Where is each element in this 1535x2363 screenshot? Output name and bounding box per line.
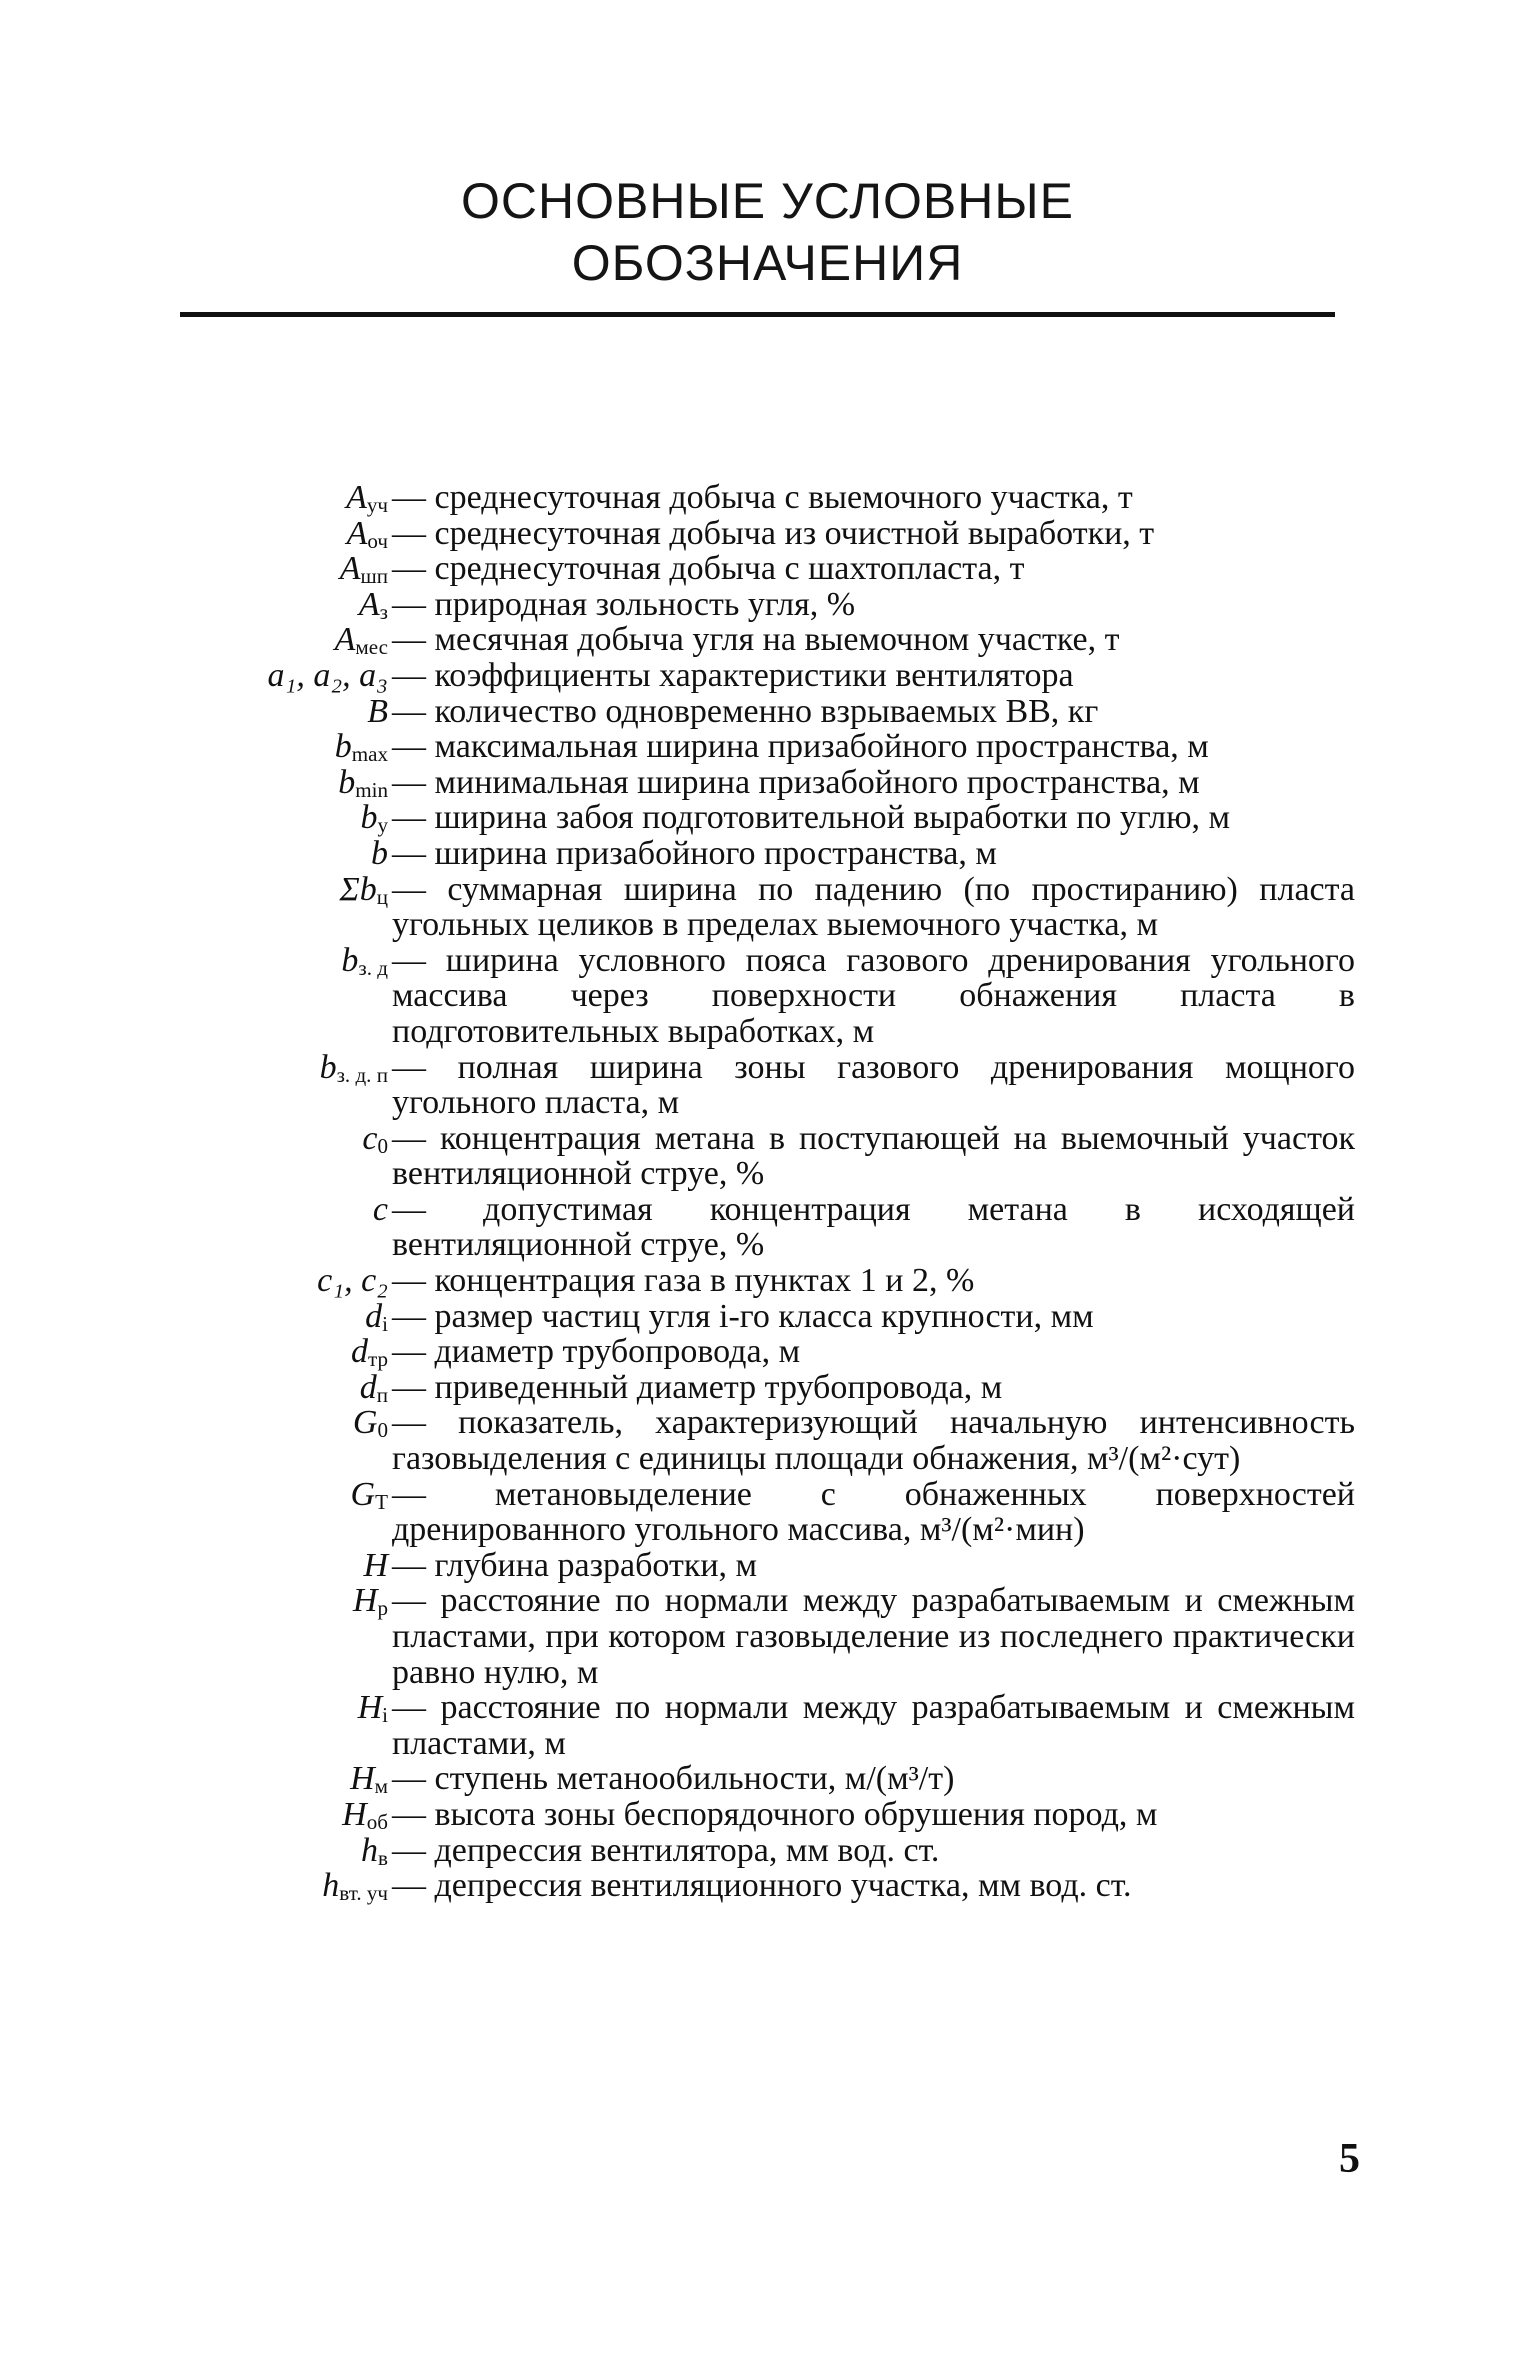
notation-symbol: $d_п$ bbox=[359, 1368, 388, 1408]
notation-symbol: $\Sigma b_ц$ bbox=[339, 870, 388, 909]
notation-definition: — среднесуточная добыча из очистной выработки, т bbox=[392, 514, 1155, 552]
notation-symbol: $b_{з. д}$ bbox=[341, 941, 388, 980]
glossary-entry bbox=[180, 1050, 1355, 1121]
glossary-entry bbox=[180, 1583, 1355, 1690]
notation-symbol: $G_0$ bbox=[352, 1404, 388, 1443]
glossary-entry bbox=[180, 551, 1355, 587]
notation-definition: — ширина условного пояса газового дренирования угольного массива через поверхности обнажения пласта в подготовительных выработках, м bbox=[392, 941, 1355, 1050]
glossary-entry bbox=[180, 1548, 1355, 1584]
page-number: 5 bbox=[1339, 2136, 1360, 2182]
notation-definition: — среднесуточная добыча с шахтопласта, т bbox=[392, 550, 1025, 588]
notation-definition: — месячная добыча угля на выемочном участке, т bbox=[392, 621, 1120, 659]
glossary-entry bbox=[180, 622, 1355, 658]
title-line-1: ОСНОВНЫЕ УСЛОВНЫЕ bbox=[461, 173, 1074, 229]
notation-symbol: a₁, a₂, a₃ bbox=[267, 656, 388, 694]
notation-glossary bbox=[180, 480, 1355, 1904]
notation-symbol: $H_{об}$ bbox=[342, 1795, 388, 1835]
notation-symbol: B bbox=[367, 692, 388, 730]
notation-definition: — среднесуточная добыча с выемочного участка, т bbox=[392, 479, 1133, 516]
notation-definition: — природная зольность угля, % bbox=[392, 585, 856, 623]
notation-symbol: $G_T$ bbox=[350, 1475, 388, 1514]
notation-symbol: H bbox=[363, 1546, 388, 1584]
notation-symbol: $b_у$ bbox=[360, 799, 388, 838]
glossary-entry bbox=[180, 1690, 1355, 1761]
title-line-2: ОБОЗНАЧЕНИЯ bbox=[571, 235, 964, 291]
glossary-entry bbox=[180, 587, 1355, 623]
glossary-entry bbox=[180, 1334, 1355, 1370]
glossary-entry bbox=[180, 1299, 1355, 1335]
notation-symbol: $b_{min}$ bbox=[338, 763, 388, 802]
notation-definition: — расстояние по нормали между разрабатываемым и смежным пластами, при котором газовыделение из последнего практически равно нулю, м bbox=[392, 1582, 1355, 1691]
notation-symbol: $A_{шп}$ bbox=[339, 550, 388, 589]
notation-definition: — концентрация газа в пунктах 1 и 2, % bbox=[392, 1262, 975, 1300]
notation-definition: — ширина призабойного пространства, м bbox=[392, 834, 997, 872]
glossary-entry bbox=[180, 1833, 1355, 1869]
page-title bbox=[0, 170, 1535, 294]
notation-symbol: $A_{уч}$ bbox=[346, 479, 388, 518]
notation-definition: — показатель, характеризующий начальную интенсивность газовыделения с единицы площади обнажения, м³/(м²·сут) bbox=[392, 1404, 1355, 1478]
notation-definition: — высота зоны беспорядочного обрушения пород, м bbox=[392, 1795, 1158, 1833]
notation-symbol: $A_{мес}$ bbox=[334, 621, 388, 660]
notation-symbol: c₁, c₂ bbox=[317, 1262, 388, 1300]
notation-definition: — суммарная ширина по падению (по простиранию) пласта угольных целиков в пределах выемочного участка, м bbox=[392, 870, 1355, 944]
glossary-entry bbox=[180, 516, 1355, 552]
notation-symbol: $H_р$ bbox=[352, 1582, 388, 1621]
notation-definition: — метановыделение с обнаженных поверхностей дренированного угольного массива, м³/(м²·мин) bbox=[392, 1475, 1355, 1549]
notation-definition: — полная ширина зоны газового дренирования мощного угольного пласта, м bbox=[392, 1048, 1355, 1122]
notation-definition: — размер частиц угля i-го класса крупности, мм bbox=[392, 1297, 1094, 1335]
notation-symbol: $A_з$ bbox=[358, 585, 388, 624]
notation-symbol: $d_i$ bbox=[365, 1297, 388, 1336]
notation-symbol: b bbox=[371, 834, 388, 872]
notation-symbol: $b_{з. д. п}$ bbox=[319, 1048, 388, 1087]
notation-definition: — глубина разработки, м bbox=[392, 1546, 758, 1584]
glossary-entry bbox=[180, 729, 1355, 765]
notation-definition: — ступень метанообильности, м/(м³/т) bbox=[392, 1760, 955, 1798]
notation-symbol: $H_i$ bbox=[357, 1689, 388, 1728]
notation-symbol: c bbox=[372, 1190, 388, 1228]
glossary-entry bbox=[180, 658, 1355, 694]
glossary-entry bbox=[180, 1477, 1355, 1548]
glossary-entry bbox=[180, 1761, 1355, 1797]
glossary-entry bbox=[180, 765, 1355, 801]
notation-symbol: $d_{тр}$ bbox=[350, 1333, 388, 1372]
notation-definition: — депрессия вентиляционного участка, мм вод. ст. bbox=[392, 1867, 1132, 1905]
notation-symbol: $c_0$ bbox=[362, 1119, 388, 1158]
notation-definition: — максимальная ширина призабойного пространства, м bbox=[392, 728, 1209, 766]
glossary-entry bbox=[180, 1797, 1355, 1833]
notation-definition: — ширина забоя подготовительной выработки по углю, м bbox=[392, 799, 1231, 837]
glossary-entry bbox=[180, 1405, 1355, 1476]
glossary-entry bbox=[180, 694, 1355, 730]
notation-definition: — диаметр трубопровода, м bbox=[392, 1333, 801, 1371]
notation-definition: — минимальная ширина призабойного пространства, м bbox=[392, 763, 1200, 801]
glossary-entry bbox=[180, 943, 1355, 1050]
glossary-entry bbox=[180, 836, 1355, 872]
notation-symbol: $H_м$ bbox=[350, 1760, 388, 1799]
glossary-entry bbox=[180, 1370, 1355, 1406]
glossary-entry bbox=[180, 1192, 1355, 1263]
notation-definition: — коэффициенты характеристики вентилятора bbox=[392, 656, 1074, 694]
notation-definition: — количество одновременно взрываемых ВВ, кг bbox=[392, 692, 1099, 730]
notation-definition: — концентрация метана в поступающей на выемочный участок вентиляционной струе, % bbox=[392, 1119, 1355, 1193]
notation-symbol: $h_{вт. уч}$ bbox=[322, 1867, 388, 1906]
glossary-entry bbox=[180, 800, 1355, 836]
notation-definition: — приведенный диаметр трубопровода, м bbox=[392, 1368, 1003, 1406]
notation-symbol: $h_в$ bbox=[361, 1831, 388, 1870]
glossary-entry bbox=[180, 872, 1355, 943]
glossary-entry bbox=[180, 480, 1355, 516]
glossary-entry bbox=[180, 1868, 1355, 1904]
title-divider bbox=[180, 312, 1335, 317]
notation-definition: — расстояние по нормали между разрабатываемым и смежным пластами, м bbox=[392, 1689, 1355, 1762]
notation-definition: — депрессия вентилятора, мм вод. ст. bbox=[392, 1831, 940, 1869]
glossary-entry bbox=[180, 1263, 1355, 1299]
notation-symbol: $b_{max}$ bbox=[334, 728, 388, 767]
notation-definition: — допустимая концентрация метана в исходящей вентиляционной струе, % bbox=[392, 1190, 1355, 1264]
glossary-entry bbox=[180, 1121, 1355, 1192]
notation-symbol: $A_{оч}$ bbox=[346, 514, 388, 553]
